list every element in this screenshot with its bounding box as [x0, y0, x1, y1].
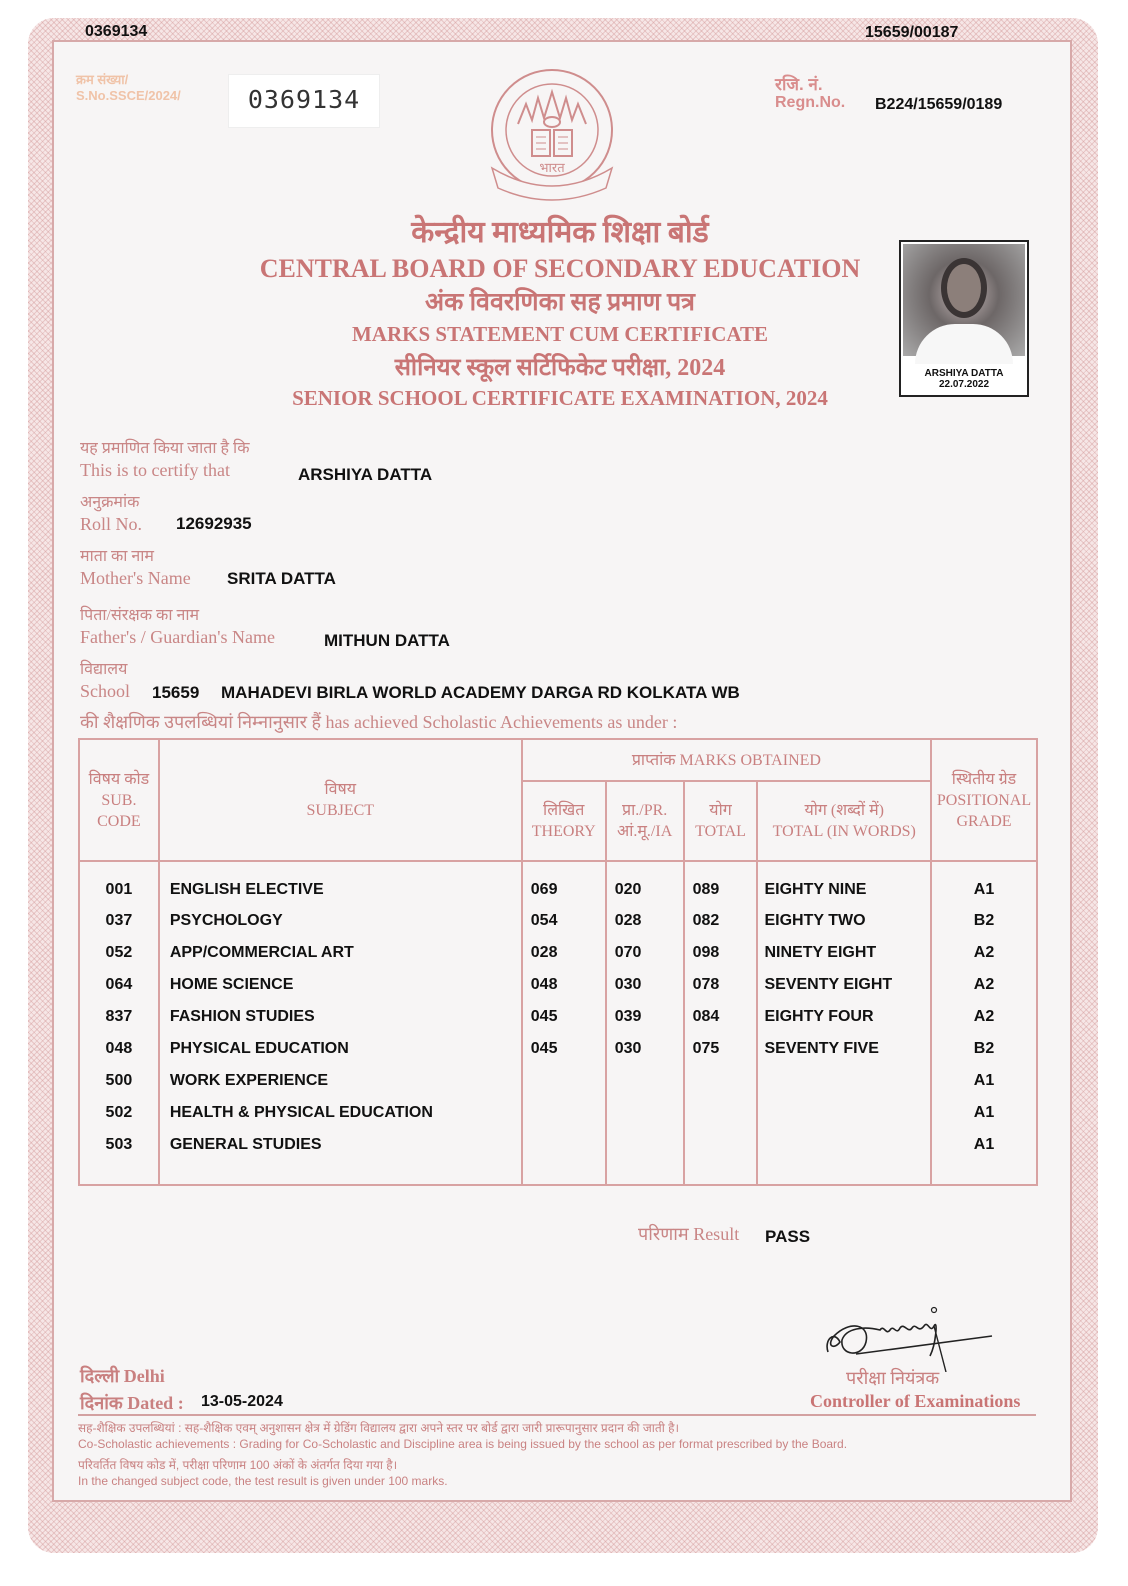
father-label-hindi: पिता/संरक्षक का नाम: [80, 607, 200, 624]
controller-signature-icon: [820, 1300, 1000, 1372]
school-label-hindi: विद्यालय: [80, 661, 128, 678]
school-code: 15659: [152, 683, 200, 702]
dated-label: दिनांक Dated :: [80, 1393, 184, 1413]
father-name: MITHUN DATTA: [324, 631, 450, 650]
cell-code: 064: [79, 969, 159, 1001]
header-grade-hindi: स्थितीय ग्रेड: [951, 770, 1017, 788]
header-total-hindi: योग: [709, 802, 732, 819]
certify-label-hindi: यह प्रमाणित किया जाता है कि: [80, 440, 250, 457]
cell-subject: HEALTH & PHYSICAL EDUCATION: [159, 1097, 522, 1129]
cell-theory: 054: [522, 905, 606, 937]
note-changed-code-hindi: परिवर्तित विषय कोड में, परीक्षा परिणाम 100 अंकों के अंतर्गत दिया गया है।: [78, 1458, 398, 1472]
header-theory-hindi: लिखित: [543, 802, 585, 819]
cell-code: 502: [79, 1097, 159, 1129]
cell-practical: 030: [606, 969, 684, 1001]
cell-total-words: EIGHTY TWO: [757, 905, 931, 937]
cell-total-words: [757, 1129, 931, 1161]
top-serial-number: 0369134: [85, 23, 148, 40]
header-subject-english: SUBJECT: [306, 802, 375, 819]
header-grade-line1: POSITIONAL: [936, 791, 1032, 809]
cell-grade: A1: [931, 1129, 1037, 1161]
note-coscholastic: Co-Scholastic achievements : Grading for Co-Scholastic and Discipline area is being issued by the school as per format prescribed by the Board.: [78, 1437, 848, 1451]
cell-practical: 039: [606, 1001, 684, 1033]
achievements-intro: की शैक्षणिक उपलब्धियां निम्नानुसार हैं has achieved Scholastic Achievements as under :: [80, 712, 678, 732]
place-label: दिल्ली Delhi: [80, 1366, 165, 1386]
serial-box: [228, 74, 380, 128]
table-row: [79, 1129, 1037, 1161]
marks-table: [78, 738, 1038, 1186]
table-row: [79, 1033, 1037, 1065]
cell-theory: [522, 1065, 606, 1097]
serial-value: 0369134: [247, 85, 361, 114]
serial-label-english: S.No.SSCE/2024/: [76, 88, 181, 103]
roll-label-hindi: अनुक्रमांक: [80, 494, 140, 511]
mother-name: SRITA DATTA: [227, 569, 336, 588]
header-grade-line2: GRADE: [956, 812, 1012, 830]
header-pr-line2: आं.मू./IA: [617, 823, 673, 840]
table-row: [79, 1065, 1037, 1097]
serial-label: [76, 72, 181, 104]
roll-label: Roll No.: [80, 514, 143, 534]
header-sub-code: [79, 739, 159, 861]
cell-grade: A1: [931, 1065, 1037, 1097]
table-spacer-row: [79, 1161, 1037, 1185]
cell-theory: 028: [522, 937, 606, 969]
photo-name: ARSHIYA DATTA: [924, 368, 1004, 379]
regn-label-hindi: रजि. नं.: [775, 75, 823, 94]
cell-total-words: EIGHTY NINE: [757, 861, 931, 905]
table-row: [79, 905, 1037, 937]
header-pr-line1: प्रा./PR.: [622, 802, 668, 819]
cell-theory: 045: [522, 1033, 606, 1065]
cell-code: 837: [79, 1001, 159, 1033]
table-row: [79, 937, 1037, 969]
cell-grade: A2: [931, 937, 1037, 969]
cell-total: 098: [684, 937, 758, 969]
header-positional-grade: [931, 739, 1037, 861]
cell-code: 037: [79, 905, 159, 937]
controller-label-hindi: परीक्षा नियंत्रक: [846, 1368, 940, 1388]
exam-title: SENIOR SCHOOL CERTIFICATE EXAMINATION, 2024: [292, 386, 828, 410]
regn-value: B224/15659/0189: [875, 96, 1003, 113]
cell-total-words: NINETY EIGHT: [757, 937, 931, 969]
cell-subject: GENERAL STUDIES: [159, 1129, 522, 1161]
mother-label-hindi: माता का नाम: [80, 548, 155, 565]
footer-divider: [78, 1414, 1036, 1416]
school-name: MAHADEVI BIRLA WORLD ACADEMY DARGA RD KOLKATA WB: [221, 683, 740, 702]
footer-notes: [78, 1420, 1038, 1489]
cell-total: [684, 1065, 758, 1097]
cell-total: [684, 1129, 758, 1161]
photo-date: 22.07.2022: [938, 379, 990, 390]
cell-total-words: SEVENTY FIVE: [757, 1033, 931, 1065]
header-code-line1: SUB.: [101, 791, 137, 809]
header-words-english: TOTAL (IN WORDS): [772, 823, 916, 840]
header-subject: [159, 739, 522, 861]
cell-subject: PSYCHOLOGY: [159, 905, 522, 937]
header-words-hindi: योग (शब्दों में): [804, 802, 884, 819]
exam-title-hindi: सीनियर स्कूल सर्टिफिकेट परीक्षा, 2024: [394, 355, 726, 381]
header-total-words: [757, 781, 931, 861]
cell-subject: WORK EXPERIENCE: [159, 1065, 522, 1097]
cell-practical: 070: [606, 937, 684, 969]
svg-text:भारत: भारत: [539, 161, 565, 176]
note-coscholastic-hindi: सह-शैक्षिक उपलब्धियां : सह-शैक्षिक एवम् अनुशासन क्षेत्र में ग्रेडिंग विद्यालय द्वारा अपने स्तर पर बोर्ड द्वारा जारी प्रारूपानुसार प्रदान की जाती है।: [78, 1421, 680, 1435]
photo-caption: [901, 368, 1027, 390]
school-label: School: [80, 681, 131, 701]
photo-image: [903, 244, 1025, 356]
cell-practical: [606, 1129, 684, 1161]
cell-code: 500: [79, 1065, 159, 1097]
cell-grade: A1: [931, 861, 1037, 905]
certificate-titles: [240, 218, 880, 418]
certify-label: This is to certify that: [80, 460, 230, 480]
cell-grade: A2: [931, 1001, 1037, 1033]
cell-grade: A1: [931, 1097, 1037, 1129]
cell-code: 001: [79, 861, 159, 905]
document-title-hindi: अंक विवरणिका सह प्रमाण पत्र: [425, 289, 695, 316]
header-subject-hindi: विषय: [324, 781, 357, 798]
cell-grade: A2: [931, 969, 1037, 1001]
header-code-line2: CODE: [97, 812, 141, 830]
candidate-name: ARSHIYA DATTA: [298, 465, 433, 484]
header-code-hindi: विषय कोड: [88, 770, 150, 788]
cell-grade: B2: [931, 1033, 1037, 1065]
result-label: परिणाम Result: [638, 1224, 740, 1244]
cell-total-words: [757, 1065, 931, 1097]
cell-subject: FASHION STUDIES: [159, 1001, 522, 1033]
cbse-emblem-icon: [478, 64, 626, 206]
cell-code: 503: [79, 1129, 159, 1161]
table-row: [79, 1001, 1037, 1033]
cell-subject: ENGLISH ELECTIVE: [159, 861, 522, 905]
father-label: Father's / Guardian's Name: [80, 627, 275, 647]
header-total: [684, 781, 758, 861]
cell-total-words: EIGHTY FOUR: [757, 1001, 931, 1033]
header-theory-english: THEORY: [531, 823, 596, 840]
table-row: [79, 861, 1037, 905]
cell-total: 084: [684, 1001, 758, 1033]
table-row: [79, 969, 1037, 1001]
cell-theory: 045: [522, 1001, 606, 1033]
cell-code: 052: [79, 937, 159, 969]
roll-number: 12692935: [176, 514, 252, 533]
cell-subject: APP/COMMERCIAL ART: [159, 937, 522, 969]
cell-subject: HOME SCIENCE: [159, 969, 522, 1001]
header-marks-obtained: प्राप्तांक MARKS OBTAINED: [522, 739, 931, 781]
table-row: [79, 1097, 1037, 1129]
cell-total: 078: [684, 969, 758, 1001]
photo-shirt: [915, 324, 1013, 364]
candidate-photo: [899, 240, 1029, 397]
cell-grade: B2: [931, 905, 1037, 937]
cell-total-words: [757, 1097, 931, 1129]
cell-total: [684, 1097, 758, 1129]
header-practical: [606, 781, 684, 861]
result-value: PASS: [765, 1227, 811, 1246]
cell-total: 089: [684, 861, 758, 905]
cell-theory: 069: [522, 861, 606, 905]
document-title: MARKS STATEMENT CUM CERTIFICATE: [351, 322, 768, 346]
dated-value: 13-05-2024: [201, 1393, 283, 1410]
cell-theory: [522, 1097, 606, 1129]
serial-label-hindi: क्रम संख्या/: [76, 72, 129, 87]
cell-theory: [522, 1129, 606, 1161]
controller-label: Controller of Examinations: [810, 1391, 1021, 1411]
note-changed-code: In the changed subject code, the test result is given under 100 marks.: [78, 1474, 448, 1488]
cell-total-words: SEVENTY EIGHT: [757, 969, 931, 1001]
board-title: CENTRAL BOARD OF SECONDARY EDUCATION: [259, 254, 861, 283]
cell-total: 082: [684, 905, 758, 937]
cell-practical: 020: [606, 861, 684, 905]
board-title-hindi: केन्द्रीय माध्यमिक शिक्षा बोर्ड: [411, 216, 709, 249]
header-theory: [522, 781, 606, 861]
cell-total: 075: [684, 1033, 758, 1065]
regn-label: Regn.No.: [775, 94, 846, 111]
cell-practical: 030: [606, 1033, 684, 1065]
top-right-code: 15659/00187: [865, 24, 959, 41]
cell-code: 048: [79, 1033, 159, 1065]
cell-practical: [606, 1065, 684, 1097]
cell-practical: 028: [606, 905, 684, 937]
mother-label: Mother's Name: [80, 568, 191, 588]
header-total-english: TOTAL: [695, 823, 746, 840]
cell-practical: [606, 1097, 684, 1129]
cell-subject: PHYSICAL EDUCATION: [159, 1033, 522, 1065]
photo-head: [941, 258, 987, 318]
cell-theory: 048: [522, 969, 606, 1001]
